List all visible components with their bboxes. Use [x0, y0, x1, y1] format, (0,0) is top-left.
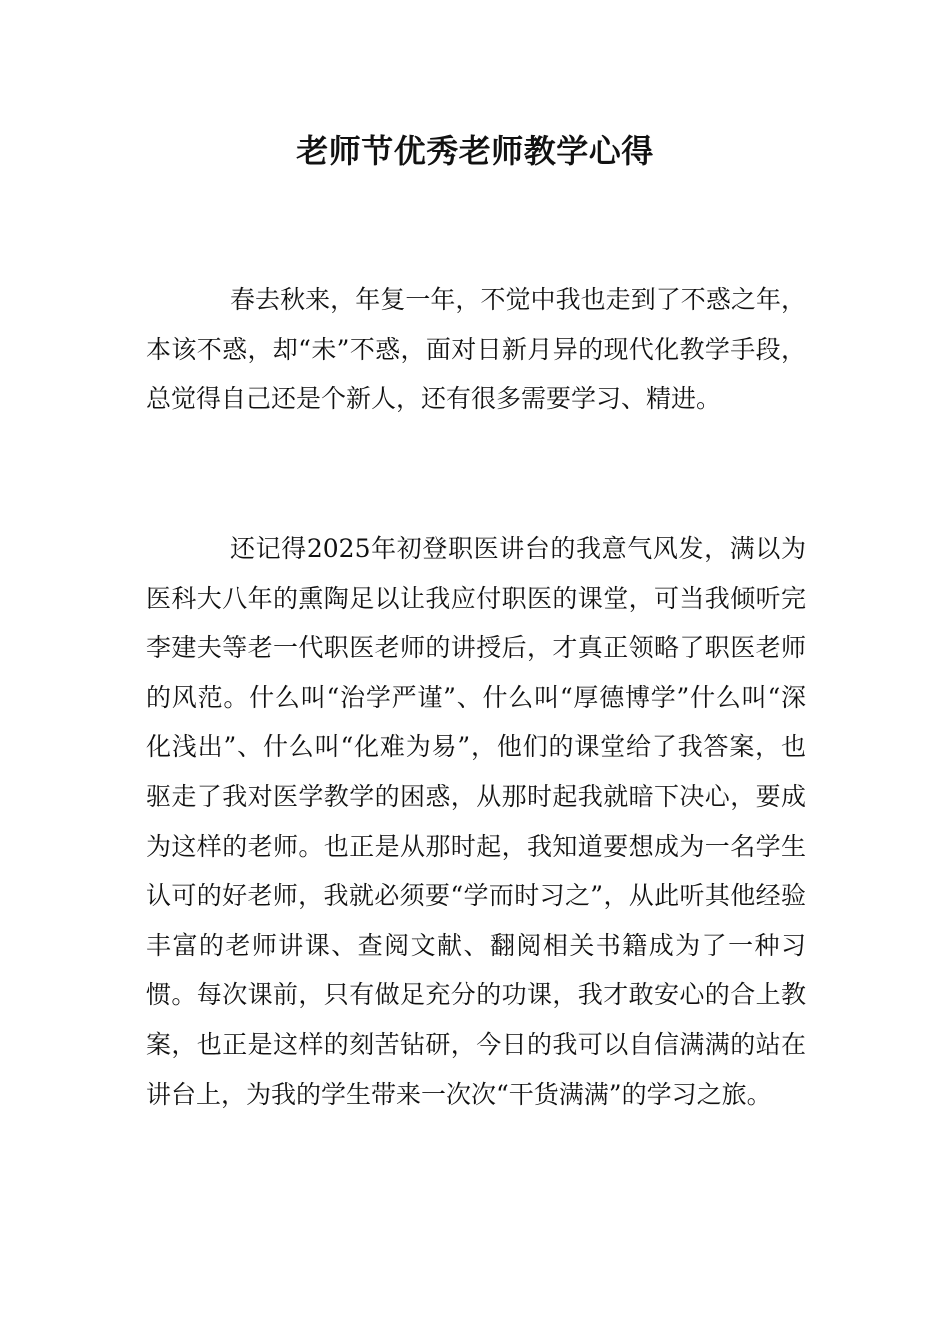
paragraph-intro: 春去秋来，年复一年，不觉中我也走到了不惑之年，本该不惑，却“未”不惑，面对日新月异的现代化教学手段，总觉得自己还是个新人，还有很多需要学习、精进。 — [146, 285, 806, 414]
document-title: 老师节优秀老师教学心得 — [296, 132, 654, 170]
paragraph-reflection: 还记得2025年初登职医讲台的我意气风发，满以为医科大八年的熏陶足以让我应付职医的课堂，可当我倾听完李建夫等老一代职医老师的讲授后，才真正领略了职医老师的风范。什么叫“治学严谨”、什么叫“厚德博学”什么叫“深化浅出”、什么叫“化难为易”，他们的课堂给了我答案，也驱走了我对医学教学的困惑，从那时起我就暗下决心，要成为这样的老师。也正是从那时起，我知道要想成为一名学生认可的好老师，我就必须要“学而时习之”，从此听其他经验丰富的老师讲课、查阅文献、翻阅相关书籍成为了一种习惯。每次课前，只有做足充分的功课，我才敢安心的合上教案，也正是这样的刻苦钻研，今日的我可以自信满满的站在讲台上，为我的学生带来一次次“干货满满”的学习之旅。 — [146, 534, 806, 1109]
